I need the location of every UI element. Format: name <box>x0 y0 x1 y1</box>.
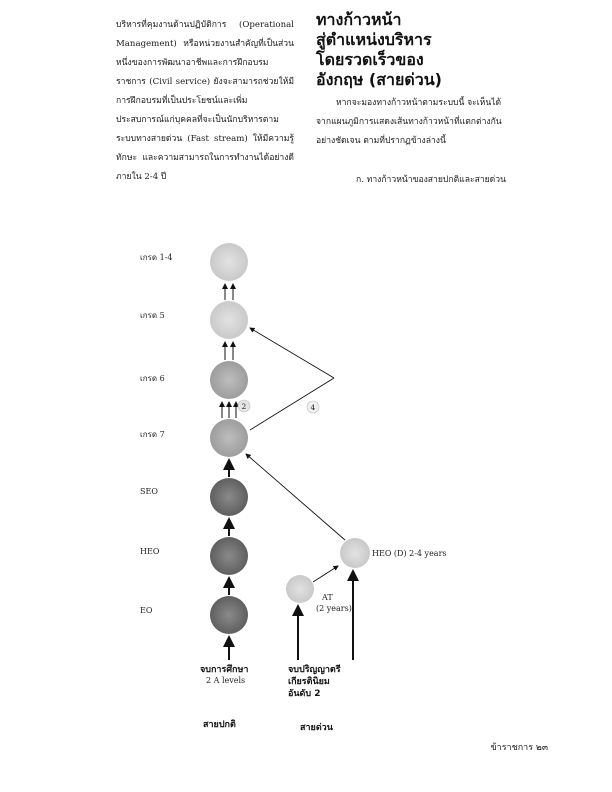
heading-line-2: สู่ตำแหน่งบริหาร <box>316 30 432 49</box>
grade-label-eo: EO <box>140 606 153 615</box>
fast-entry-line-2: เกียรตินิยม <box>288 677 330 687</box>
page-footer: ข้าราชการ ๒๓ <box>490 743 548 753</box>
normal-entry-line-2: 2 A levels <box>206 676 246 685</box>
circle-grade-6 <box>210 361 248 399</box>
track-normal-label: สายปกติ <box>203 720 236 730</box>
circle-grade-5 <box>210 301 248 339</box>
subsection-heading: ก. ทางก้าวหน้าของสายปกติและสายด่วน <box>356 175 506 185</box>
grade-label-7: เกรด 7 <box>140 430 165 439</box>
fast-entry-line-1: จบปริญญาตรี <box>288 665 341 675</box>
heo-d-label: HEO (D) 2-4 years <box>372 549 447 558</box>
circle-grade-1-4 <box>210 243 248 281</box>
circle-seo <box>210 478 248 516</box>
marker-4-label: 4 <box>310 403 316 412</box>
grade-label-1-4: เกรด 1-4 <box>140 253 173 262</box>
heading-line-1: ทางก้าวหน้า <box>316 10 402 29</box>
circle-heo-d <box>340 538 370 568</box>
circle-grade-7 <box>210 419 248 457</box>
grade-label-6: เกรด 6 <box>140 374 165 383</box>
grade-label-heo: HEO <box>140 547 160 556</box>
circle-eo <box>210 596 248 634</box>
right-paragraph: หากจะมองทางก้าวหน้าตามระบบนี้ จะเห็นได้จากแผนภูมิการแสดงเส้นทางก้าวหน้าที่แตกต่างกันอย่างชัดเจน ตามที่ปรากฏข้างล่างนี้ <box>316 98 502 146</box>
at-years-label: (2 years) <box>316 604 352 613</box>
heading-line-4: อังกฤษ (สายด่วน) <box>316 70 442 89</box>
left-paragraph: บริหารที่คุมงานด้านปฏิบัติการ (Operational Management) หรือหน่วยงานสำคัญที่เป็นส่วนหนึ่งของการพัฒนาอาชีพและการฝึกอบรมราชการ (Civil service) ยังจะสามารถช่วยให้มีการฝึกอบรมที่เป็นประโยชน์และเพิ่มประสบการณ์แก่บุคคลที่จะเป็นนักบริหารตามระบบทางสายด่วน (Fast stream) ให้มีความรู้ ทักษะ และความสามารถในการทำงานได้อย่างดีภายใน 2-4 ปี <box>116 20 294 182</box>
grade-label-5: เกรด 5 <box>140 311 165 320</box>
circle-heo <box>210 537 248 575</box>
normal-entry-line-1: จบการศึกษา <box>200 665 249 675</box>
at-label: AT <box>322 593 333 602</box>
marker-2-label: 2 <box>241 402 247 411</box>
fast-entry-line-3: อันดับ 2 <box>288 689 321 699</box>
circle-at <box>286 575 314 603</box>
arrow-fast-to-grade-5 <box>250 328 334 378</box>
arrow-heo-d-to-grade-7 <box>246 454 345 540</box>
heading-line-3: โดยรวดเร็วของ <box>316 50 424 69</box>
grade-label-seo: SEO <box>140 487 158 496</box>
line-fast-to-grade-7 <box>250 378 334 430</box>
track-fast-label: สายด่วน <box>300 723 333 733</box>
arrow-at-to-heo-d <box>313 566 338 582</box>
